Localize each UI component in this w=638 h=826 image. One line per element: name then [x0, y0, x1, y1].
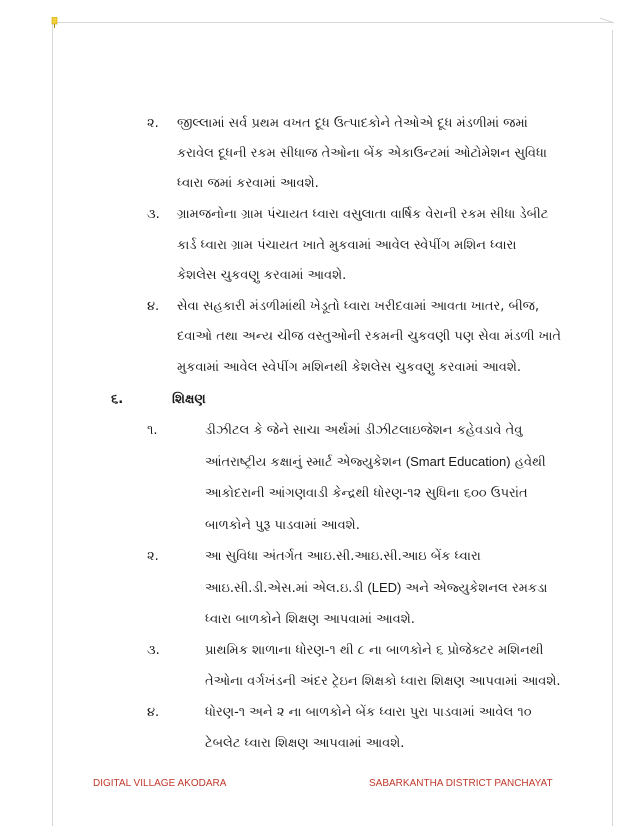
page-corner-fold — [600, 17, 614, 35]
text-line: ડીઝીટલ કે જેને સાચા અર્થમાં ડીઝીટલાઇજેશન કહેવડાવે તેવુ — [205, 423, 523, 438]
text-line: કેશલેસ ચુકવણુ કરવામાં આવશે. — [177, 268, 347, 283]
text-line: જીલ્લામાં સર્વ પ્રથમ વખત દૂધ ઉત્પાદકોને તેઓએ દૂધ મંડળીમાં જમાં — [177, 116, 528, 131]
text-line: કાર્ડ ધ્વારા ગ્રામ પંચાયત ખાતે મુકવામાં આવેલ સ્વેપીંગ મશિન ધ્વારા — [177, 238, 517, 253]
text-line: ધ્વારા બાળકોને શિક્ષણ આપવામાં આવશે. — [205, 612, 415, 627]
section-title: શિક્ષણ — [172, 392, 206, 407]
text-line: દવાઓ તથા અન્ય ચીજ વસ્તુઓની રકમની ચુકવણી પણ સેવા મંડળી ખાતે — [177, 329, 562, 344]
text-line: આ સુવિધા અંતર્ગત આઇ.સી.આઇ.સી.આઇ બેંક ધ્વારા — [205, 549, 481, 564]
text-line: મુકવામાં આવેલ સ્વેપીંગ મશિનથી કેશલેસ ચુકવણુ કરવામાં આવશે. — [177, 360, 521, 375]
item-number: ૧. — [147, 423, 158, 438]
text-line: આકોદરાની આંગણવાડી કેન્દ્રથી ધોરણ-૧૨ સુધિના ૬૦૦ ઉપરાંત — [205, 486, 528, 501]
text-line: પ્રાથમિક શાળાના ધોરણ-૧ થી ૮ ના બાળકોને ૬ પ્રોજેક્ટર મશિનથી — [205, 643, 544, 658]
text-line: તેઓના વર્ગખંડની અંદર ટ્રેઇન શિક્ષકો ધ્વારા શિક્ષણ આપવામાં આવશે. — [205, 674, 561, 689]
text-line: આઇ.સી.ડી.એસ.માં એલ.ઇ.ડી (LED) અને એજ્યુકેશનલ રમકડા — [205, 580, 548, 596]
text-line: ટેબલેટ ધ્વારા શિક્ષણ આપવામાં આવશે. — [205, 736, 405, 751]
pin-icon — [51, 17, 58, 28]
item-number: ૩. — [147, 207, 160, 222]
text-line: સેવા સહકારી મંડળીમાંથી ખેડૂતો ધ્વારા ખરીદવામાં આવતા ખાતર, બીજ, — [177, 299, 540, 314]
item-number: ૩. — [147, 643, 160, 658]
text-line: ધોરણ-૧ અને ૨ ના બાળકોને બેંક ધ્વારા પુરા પાડવામાં આવેલ ૧૦ — [205, 705, 532, 720]
item-number: ૨. — [147, 549, 159, 564]
text-line: બાળકોને પુરૂ પાડવામાં આવશે. — [205, 518, 360, 533]
section-number: ૬. — [111, 392, 124, 407]
text-line: ગ્રામજનોના ગ્રામ પંચાયત ધ્વારા વસુલાતા વાર્ષિક વેરાની રકમ સીધા ડેબીટ — [177, 207, 549, 222]
page-top-edge — [52, 22, 612, 23]
page-right-edge — [612, 30, 613, 826]
item-number: ૨. — [147, 116, 159, 131]
text-line: કરાવેલ દૂધની રકમ સીધાજ તેઓના બેંક એકાઉન્ટમાં ઓટોમેશન સુવિધા — [177, 146, 547, 161]
footer-left: DIGITAL VILLAGE AKODARA — [93, 778, 227, 789]
text-line: ધ્વારા જમાં કરવામાં આવશે. — [177, 176, 319, 191]
item-number: ૪. — [147, 299, 160, 314]
item-number: ૪. — [147, 705, 160, 720]
footer-right: SABARKANTHA DISTRICT PANCHAYAT — [369, 778, 553, 789]
page-left-edge — [52, 22, 53, 826]
text-line: આંતરાષ્ટ્રીય કક્ષાનું સ્માર્ટ એજ્યુકેશન (Smart Education) હવેથી — [205, 454, 546, 470]
